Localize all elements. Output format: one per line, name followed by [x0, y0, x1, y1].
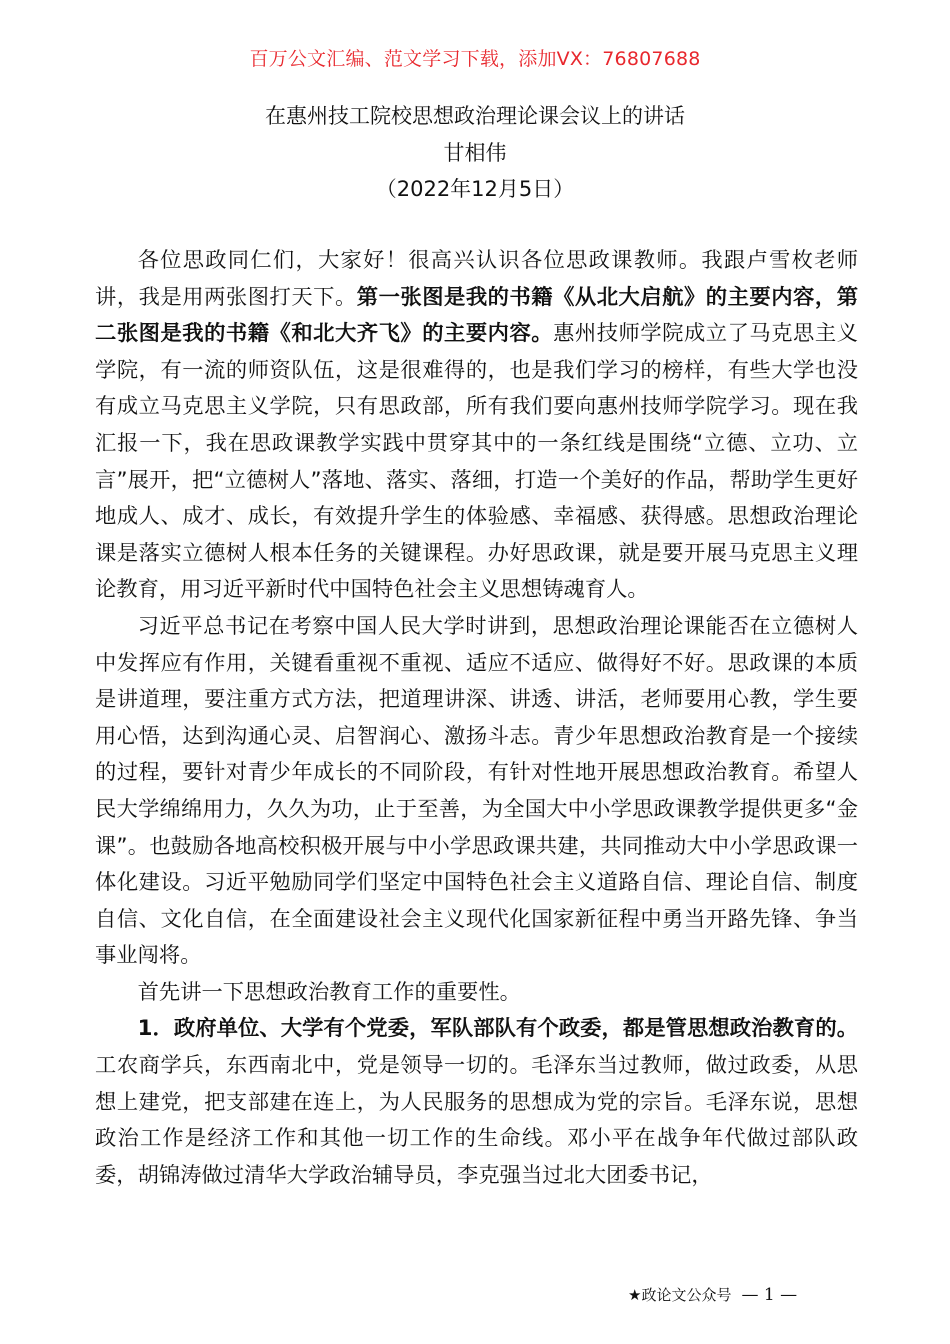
- footer-source: ★政论文公众号: [628, 1286, 732, 1304]
- document-title: 在惠州技工院校思想政治理论课会议上的讲话: [265, 104, 685, 128]
- paragraph-4: [95, 1011, 858, 1194]
- page-number: — 1 —: [741, 1285, 798, 1305]
- paragraph-3: [95, 975, 858, 1012]
- paragraph-3-text: 首先讲一下思想政治教育工作的重要性。: [137, 979, 521, 1005]
- page-footer: [628, 1284, 797, 1305]
- paragraph-4-text: 工农商学兵，东西南北中，党是领导一切的。毛泽东当过教师，做过政委，从思想上建党，把支部建在连上，为人民服务的思想成为党的宗旨。毛泽东说，思想政治工作是经济工作和其他一切工作的生命线。邓小平在战争年代做过部队政委，胡锦涛做过清华大学政治辅导员，李克强当过北大团委书记，: [95, 1053, 858, 1188]
- section-heading-1: 1．政府单位、大学有个党委，军队部队有个政委，都是管思想政治教育的。: [137, 1016, 858, 1042]
- paragraph-2-text: 习近平总书记在考察中国人民大学时讲到，思想政治理论课能否在立德树人中发挥应有作用，关键看重视不重视、适应不适应、做得好不好。思政课的本质是讲道理，要注重方式方法，把道理讲深、讲透、讲活，老师要用心教，学生要用心悟，达到沟通心灵、启智润心、激扬斗志。青少年思想政治教育是一个接续的过程，要针对青少年成长的不同阶段，有针对性地开展思想政治教育。希望人民大学绵绵用力，久久为功，止于至善，为全国大中小学思政课教学提供更多“金课”。也鼓励各地高校积极开展与中小学思政课共建，共同推动大中小学思政课一体化建设。习近平勉励同学们坚定中国特色社会主义道路自信、理论自信、制度自信、文化自信，在全面建设社会主义现代化国家新征程中勇当开路先锋、争当事业闯将。: [95, 613, 858, 969]
- watermark-header-note: 百万公文汇编、范文学习下载，添加VX：76807688: [249, 48, 701, 70]
- document-author: 甘相伟: [443, 141, 507, 165]
- paragraph-1-text-b: 惠州技师学院成立了马克思主义学院，有一流的师资队伍，这是很难得的，也是我们学习的榜样，有些大学也没有成立马克思主义学院，只有思政部，所有我们要向惠州技师学院学习。现在我汇报一下，我在思政课教学实践中贯穿其中的一条红线是围绕“立德、立功、立言”展开，把“立德树人”落地、落实、落细，打造一个美好的作品，帮助学生更好地成人、成才、成长，有效提升学生的体验感、幸福感、获得感。思想政治理论课是落实立德树人根本任务的关键课程。办好思政课，就是要开展马克思主义理论教育，用习近平新时代中国特色社会主义思想铸魂育人。: [95, 321, 858, 603]
- paragraph-1-text-a: 各位思政同仁们，大家好！很高兴认识各位思政课教师。我跟卢雪枚老师讲，我是用两张图打天下。: [95, 248, 858, 310]
- document-date: （2022年12月5日）: [375, 177, 575, 201]
- document-body: [95, 243, 858, 1194]
- paragraph-1: [95, 243, 858, 609]
- paragraph-1-bold-books: 第一张图是我的书籍《从北大启航》的主要内容，第二张图是我的书籍《和北大齐飞》的主要内容。: [95, 284, 858, 347]
- paragraph-2: [95, 609, 858, 975]
